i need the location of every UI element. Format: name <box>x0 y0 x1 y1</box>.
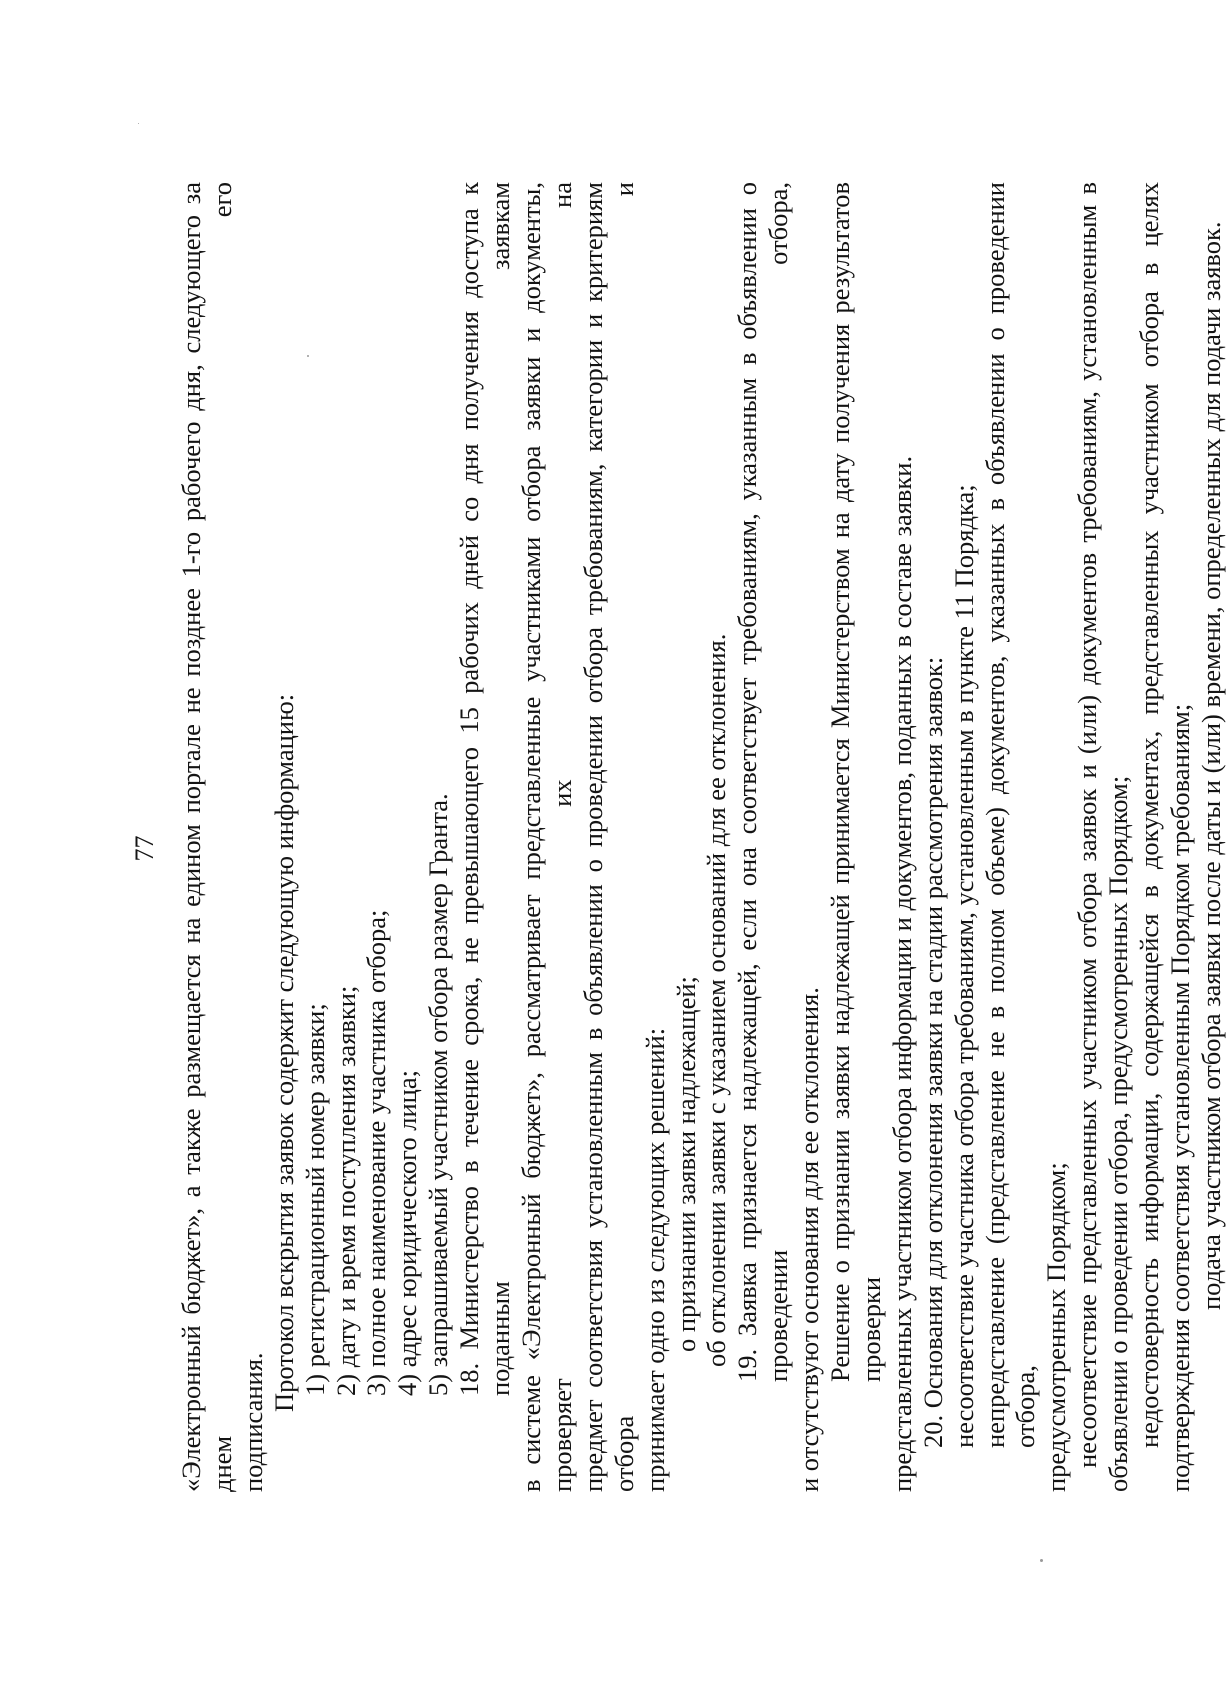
page-number: 77 <box>130 835 159 862</box>
text-line: Протокол вскрытия заявок содержит следующую информацию: <box>268 693 299 1412</box>
text-line: подписания. <box>237 1352 268 1492</box>
list-item: 5) запрашиваемый участником отбора размер Гранта. <box>423 793 454 1396</box>
list-item: 2) дату и время поступления заявки; <box>330 985 361 1396</box>
text-line: принимает одно из следующих решений: <box>639 1027 670 1492</box>
text-line: предмет соответствия установленным в объявлении о проведении отбора требованиям, категории и критериям отбора и <box>577 182 639 1492</box>
scan-speck <box>1040 1559 1043 1562</box>
text-line: подача участником отбора заявки после даты и (или) времени, определенных для подачи заявок. <box>1195 221 1226 1310</box>
body-text <box>176 182 1227 1492</box>
text-line: «Электронный бюджет», а также размещается на едином портале не позднее 1-го рабочего дня, следующего за днем его <box>176 182 237 1492</box>
text-line: объявлении о проведении отбора, предусмотренных Порядком; <box>1103 775 1134 1492</box>
text-line: несоответствие участника отбора требованиям, установленным в пункте 11 Порядка; <box>948 484 979 1448</box>
text-line: Решение о признании заявки надлежащей принимается Министерством на дату получения результатов проверки <box>825 182 886 1382</box>
text-line: 19. Заявка признается надлежащей, если она соответствует требованиям, указанным в объявлении о проведении отбора, <box>732 182 794 1382</box>
text-line: предусмотренных Порядком; <box>1041 1162 1072 1492</box>
text-line: 18. Министерство в течение срока, не превышающего 15 рабочих дней со дня получения доступа к поданным заявкам <box>454 182 516 1396</box>
list-item: 3) полное наименование участника отбора; <box>361 909 392 1396</box>
text-line: представленных участником отбора информации и документов, поданных в составе заявки. <box>886 455 917 1492</box>
text-line: недостоверность информации, содержащейся в документах, представленных участником отбора в целях <box>1134 182 1165 1448</box>
scan-speck <box>138 123 139 124</box>
text-line: об отклонении заявки с указанием оснований для ее отклонения. <box>701 633 732 1367</box>
list-item: 1) регистрационный номер заявки; <box>299 1003 330 1396</box>
text-line: несоответствие представленных участником отбора заявок и (или) документов требованиям, установленным в <box>1072 182 1103 1468</box>
list-item: 4) адрес юридического лица; <box>392 1070 423 1396</box>
text-line: о признании заявки надлежащей; <box>670 976 701 1352</box>
scan-speck <box>307 355 309 357</box>
text-line: подтверждения соответствия установленным Порядком требованиям; <box>1165 703 1195 1492</box>
text-line: и отсутствуют основания для ее отклонения. <box>794 987 825 1492</box>
text-line: 20. Основания для отклонения заявки на стадии рассмотрения заявок: <box>917 656 948 1448</box>
text-line: непредставление (представление не в полном объеме) документов, указанных в объявлении о проведении отбора, <box>979 182 1041 1448</box>
text-line: в системе «Электронный бюджет», рассматривает представленные участниками отбора заявки и документы, проверяет их на <box>515 182 577 1492</box>
